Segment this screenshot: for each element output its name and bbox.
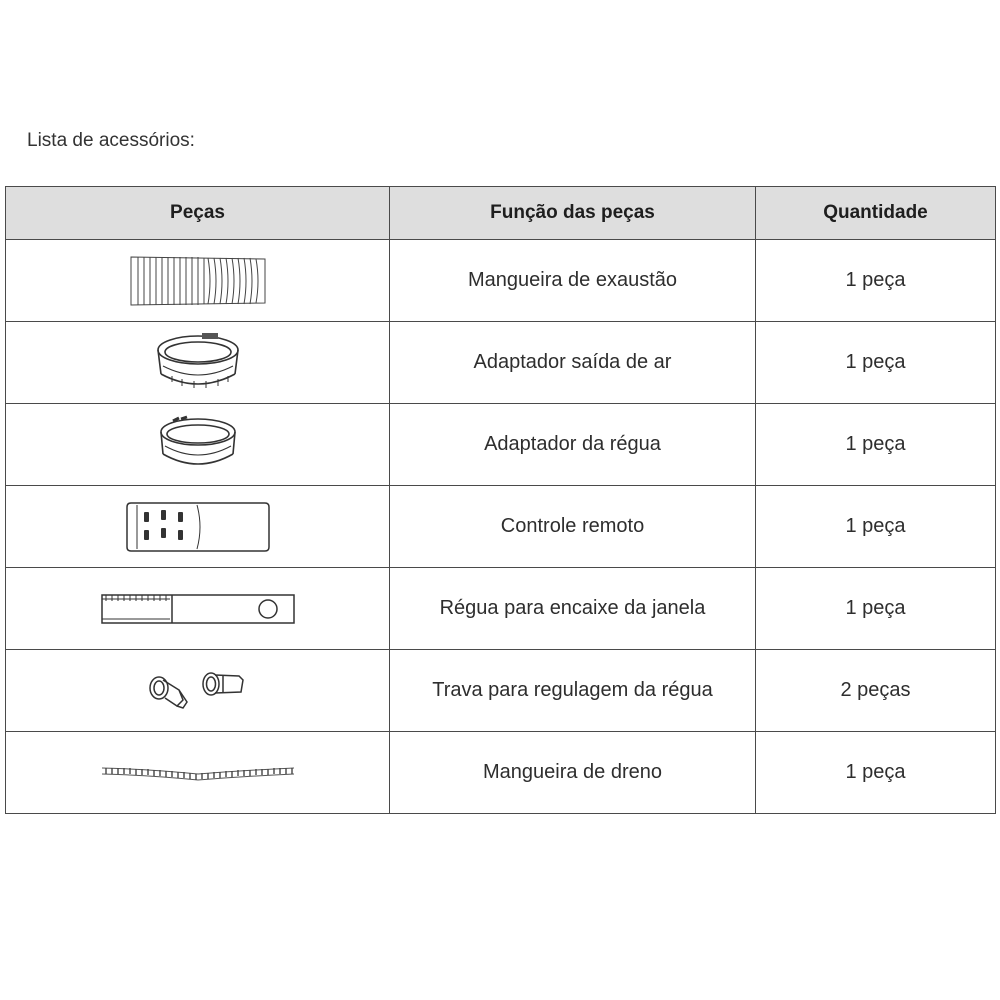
table-row xyxy=(6,650,996,732)
part-image-cell xyxy=(6,650,390,732)
table-row xyxy=(6,240,996,322)
part-function: Controle remoto xyxy=(390,486,756,568)
table-row xyxy=(6,486,996,568)
table-row xyxy=(6,404,996,486)
air-outlet-adapter-icon xyxy=(150,330,246,396)
part-image-cell xyxy=(6,568,390,650)
part-quantity: 1 peça xyxy=(756,240,996,322)
drain-hose-icon xyxy=(98,761,298,785)
part-function: Trava para regulagem da régua xyxy=(390,650,756,732)
window-slider-adapter-icon xyxy=(153,412,243,478)
header-function: Função das peças xyxy=(390,187,756,240)
part-quantity: 1 peça xyxy=(756,486,996,568)
part-function: Mangueira de exaustão xyxy=(390,240,756,322)
exhaust-hose-icon xyxy=(128,253,268,309)
part-image-cell xyxy=(6,240,390,322)
part-quantity: 1 peça xyxy=(756,568,996,650)
part-quantity: 1 peça xyxy=(756,404,996,486)
header-parts: Peças xyxy=(6,187,390,240)
part-quantity: 2 peças xyxy=(756,650,996,732)
slider-lock-screw-icon xyxy=(143,666,253,716)
table-row xyxy=(6,732,996,814)
part-function: Adaptador da régua xyxy=(390,404,756,486)
part-function: Mangueira de dreno xyxy=(390,732,756,814)
remote-control-icon xyxy=(123,499,273,555)
part-image-cell xyxy=(6,486,390,568)
part-function: Régua para encaixe da janela xyxy=(390,568,756,650)
part-quantity: 1 peça xyxy=(756,322,996,404)
accessory-table xyxy=(5,186,996,814)
part-image-cell xyxy=(6,404,390,486)
accessory-list-title: Lista de acessórios: xyxy=(27,130,195,151)
part-quantity: 1 peça xyxy=(756,732,996,814)
part-function: Adaptador saída de ar xyxy=(390,322,756,404)
table-row xyxy=(6,568,996,650)
part-image-cell xyxy=(6,732,390,814)
table-header-row xyxy=(6,187,996,240)
part-image-cell xyxy=(6,322,390,404)
header-quantity: Quantidade xyxy=(756,187,996,240)
table-row xyxy=(6,322,996,404)
window-slider-icon xyxy=(98,589,298,629)
